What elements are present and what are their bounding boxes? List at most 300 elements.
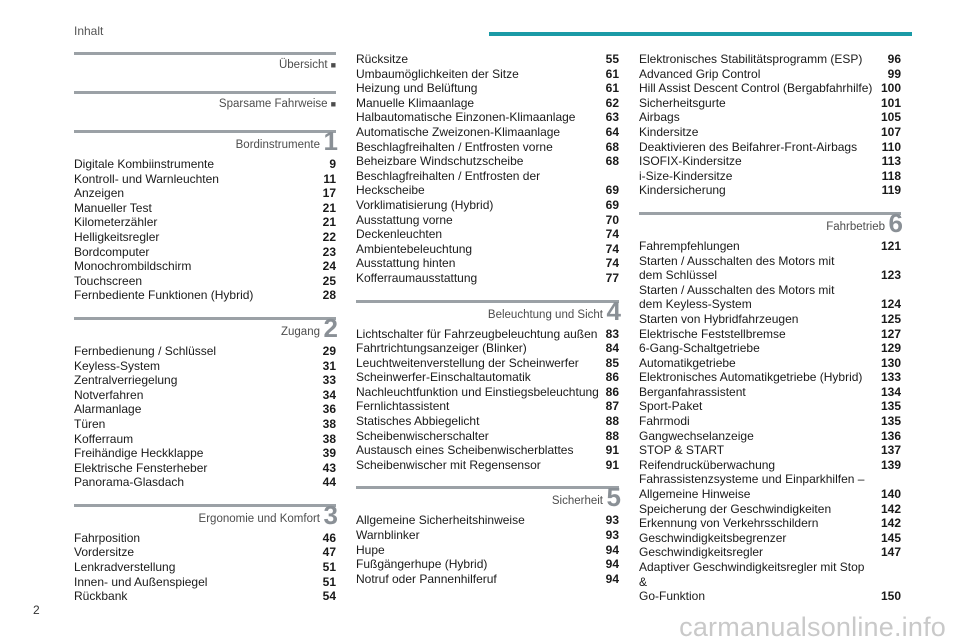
toc-entry[interactable] xyxy=(356,213,619,228)
toc-entry-label: Beschlagfreihalten / Entfrosten der Heckscheibe xyxy=(356,168,541,198)
toc-entry-page: 125 xyxy=(880,311,901,326)
toc-entry-page: 135 xyxy=(880,399,901,414)
header-accent-bar xyxy=(489,32,912,36)
toc-entry[interactable] xyxy=(356,125,619,140)
toc-entry-page: 134 xyxy=(880,384,901,399)
toc-entry-label: Helligkeitsregler xyxy=(74,229,160,244)
toc-entry[interactable] xyxy=(639,140,901,155)
section-title[interactable] xyxy=(219,98,336,110)
toc-entry[interactable] xyxy=(639,169,901,184)
toc-entry[interactable] xyxy=(639,356,901,371)
toc-entry-label: Kofferraumausstattung xyxy=(356,270,478,285)
toc-entry-page: 31 xyxy=(322,358,336,373)
section-title-text: Übersicht xyxy=(278,59,328,71)
toc-entry[interactable] xyxy=(356,52,619,67)
toc-entry-label: Kindersicherung xyxy=(639,183,726,198)
toc-entry-label: ISOFIX-Kindersitze xyxy=(639,154,742,169)
toc-entry-page: 70 xyxy=(605,212,619,227)
section-number: 3 xyxy=(323,499,338,530)
toc-entry-page: 123 xyxy=(880,268,901,283)
toc-entry[interactable] xyxy=(639,52,901,67)
toc-entry[interactable] xyxy=(639,341,901,356)
toc-entry[interactable] xyxy=(74,446,336,461)
toc-entry-page: 62 xyxy=(605,95,619,110)
toc-entry-page: 69 xyxy=(605,183,619,198)
toc-entry-page: 68 xyxy=(605,139,619,154)
toc-entry-page: 54 xyxy=(322,589,336,604)
toc-entry-page: 21 xyxy=(322,200,336,215)
toc-entry[interactable] xyxy=(639,560,901,604)
toc-entry-page: 142 xyxy=(880,501,901,516)
toc-entry-label: Airbags xyxy=(639,110,680,125)
toc-entry-page: 85 xyxy=(605,355,619,370)
toc-entry[interactable] xyxy=(356,414,619,429)
toc-entry[interactable] xyxy=(639,531,901,546)
toc-entry[interactable] xyxy=(356,227,619,242)
toc-entry-page: 94 xyxy=(605,571,619,586)
toc-entry-label: Elektronisches Stabilitätsprogramm (ESP) xyxy=(639,52,863,66)
toc-entry-page: 23 xyxy=(322,244,336,259)
toc-entry[interactable] xyxy=(74,432,336,447)
section-header xyxy=(74,499,338,530)
toc-entry-page: 139 xyxy=(880,457,901,472)
section-square-marker: ■ xyxy=(330,99,336,109)
toc-entry[interactable] xyxy=(74,274,336,289)
toc-entry[interactable] xyxy=(639,502,901,517)
toc-entry-label: Lenkradverstellung xyxy=(74,560,176,575)
toc-entry[interactable] xyxy=(639,110,901,125)
toc-entry[interactable] xyxy=(639,312,901,327)
toc-entry[interactable] xyxy=(639,443,901,458)
toc-entry[interactable] xyxy=(356,110,619,125)
toc-entry-label: Manueller Test xyxy=(74,200,152,215)
toc-entry-page: 77 xyxy=(605,270,619,285)
toc-entry-label: Austausch eines Scheibenwischerblattes xyxy=(356,443,574,458)
toc-entry[interactable] xyxy=(639,516,901,531)
toc-entry-page: 44 xyxy=(322,475,336,490)
toc-entry-label: Reifendrucküberwachung xyxy=(639,457,776,472)
toc-entry-label: Fernbedienung / Schlüssel xyxy=(74,343,217,358)
section-title-text: Bordinstrumente xyxy=(235,139,320,151)
toc-entry-label: Touchscreen xyxy=(74,273,143,288)
toc-entry-page: 21 xyxy=(322,215,336,230)
toc-entry[interactable] xyxy=(74,373,336,388)
toc-entry-label: Heizung und Belüftung xyxy=(356,81,478,96)
toc-entry-page: 46 xyxy=(322,530,336,545)
section-title-text: Zugang xyxy=(280,325,320,338)
toc-entry-page: 150 xyxy=(880,589,901,604)
toc-entry[interactable] xyxy=(639,125,901,140)
toc-entry[interactable] xyxy=(639,458,901,473)
toc-entry-list xyxy=(356,513,619,586)
toc-entry-label: Lichtschalter für Fahrzeugbeleuchtung außen xyxy=(356,326,598,341)
toc-entry[interactable] xyxy=(74,402,336,417)
toc-entry-page: 83 xyxy=(605,326,619,341)
toc-entry[interactable] xyxy=(639,154,901,169)
toc-entry-label: Anzeigen xyxy=(74,186,125,201)
toc-entry-label: Starten / Ausschalten des Motors mit dem Keyless-System xyxy=(639,282,835,312)
toc-entry-label: Deckenleuchten xyxy=(356,227,443,242)
toc-entry-page: 93 xyxy=(605,513,619,528)
toc-entry[interactable] xyxy=(639,414,901,429)
toc-entry[interactable] xyxy=(74,288,336,303)
toc-column-1 xyxy=(74,52,336,618)
section-title-text: Sicherheit xyxy=(551,495,603,508)
toc-entry-page: 93 xyxy=(605,528,619,543)
toc-entry-page: 36 xyxy=(322,402,336,417)
toc-entry-page: 105 xyxy=(880,110,901,125)
section-header xyxy=(74,312,338,343)
toc-entry-label: Automatische Zweizonen-Klimaanlage xyxy=(356,124,561,139)
toc-entry-label: Türen xyxy=(74,416,106,431)
toc-entry-label: Freihändige Heckklappe xyxy=(74,446,204,461)
section-title[interactable] xyxy=(281,326,320,338)
toc-entry-page: 135 xyxy=(880,414,901,429)
toc-entry-page: 68 xyxy=(605,154,619,169)
toc-entry-page: 29 xyxy=(322,343,336,358)
toc-entry-label: Statisches Abbiegelicht xyxy=(356,414,480,429)
toc-entry[interactable] xyxy=(356,242,619,257)
toc-entry-label: Bordcomputer xyxy=(74,244,150,259)
toc-entry[interactable] xyxy=(356,140,619,155)
toc-entry-label: Kontroll- und Warnleuchten xyxy=(74,171,219,186)
toc-entry-page: 84 xyxy=(605,341,619,356)
toc-entry-label: Rückbank xyxy=(74,589,128,604)
section-number: 5 xyxy=(606,482,621,513)
toc-entry[interactable] xyxy=(356,327,619,342)
toc-entry-label: Umbaumöglichkeiten der Sitze xyxy=(356,66,519,81)
section-title-text: Beleuchtung und Sicht xyxy=(487,308,603,321)
page-number: 2 xyxy=(33,603,40,617)
toc-entry-label: Allgemeine Sicherheitshinweise xyxy=(356,513,525,528)
toc-column-3 xyxy=(639,52,901,618)
toc-entry-label: Keyless-System xyxy=(74,358,161,373)
toc-entry-label: Digitale Kombiinstrumente xyxy=(74,157,215,171)
section-number: 6 xyxy=(888,207,903,238)
toc-entry-page: 88 xyxy=(605,428,619,443)
toc-entry-label: STOP & START xyxy=(639,443,725,458)
toc-entry-label: Fahrempfehlungen xyxy=(639,238,740,253)
toc-entry-label: Fernlichtassistent xyxy=(356,399,450,414)
toc-entry-label: Adaptiver Geschwindigkeitsregler mit Stop & Go-Funktion xyxy=(639,560,865,604)
toc-entry[interactable] xyxy=(356,543,619,558)
toc-entry[interactable] xyxy=(356,198,619,213)
toc-entry[interactable] xyxy=(74,531,336,546)
toc-entry[interactable] xyxy=(74,545,336,560)
toc-entry[interactable] xyxy=(639,385,901,400)
toc-entry-page: 51 xyxy=(322,560,336,575)
toc-entry-label: Sicherheitsgurte xyxy=(639,95,726,110)
toc-entry-page: 110 xyxy=(881,139,901,154)
toc-entry[interactable] xyxy=(639,96,901,111)
toc-entry-label: Zentralverriegelung xyxy=(74,373,178,388)
toc-entry-page: 100 xyxy=(880,81,901,96)
page-header-title: Inhalt xyxy=(74,24,104,38)
toc-entry-page: 94 xyxy=(605,542,619,557)
toc-entry-label: Ausstattung vorne xyxy=(356,212,453,227)
toc-entry-page: 87 xyxy=(605,399,619,414)
toc-entry-label: 6-Gang-Schaltgetriebe xyxy=(639,341,760,356)
toc-entry-label: i-Size-Kindersitze xyxy=(639,168,733,183)
toc-entry-page: 69 xyxy=(605,197,619,212)
toc-entry[interactable] xyxy=(74,417,336,432)
toc-entry-page: 38 xyxy=(322,431,336,446)
toc-entry-label: Fernbediente Funktionen (Hybrid) xyxy=(74,288,254,303)
toc-entry[interactable] xyxy=(356,443,619,458)
toc-entry-page: 9 xyxy=(329,157,336,171)
toc-entry[interactable] xyxy=(74,560,336,575)
toc-entry-label: Erkennung von Verkehrsschildern xyxy=(639,516,819,531)
section-title-text: Fahrbetrieb xyxy=(826,220,885,233)
section-title[interactable] xyxy=(199,513,320,525)
toc-entry[interactable] xyxy=(356,557,619,572)
toc-entry-label: Elektrische Fensterheber xyxy=(74,460,208,475)
toc-entry-page: 74 xyxy=(605,256,619,271)
toc-entry[interactable] xyxy=(356,399,619,414)
toc-entry-page: 33 xyxy=(322,373,336,388)
toc-entry[interactable] xyxy=(356,370,619,385)
toc-entry-label: Monochrombildschirm xyxy=(74,259,192,274)
toc-entry-label: Rücksitze xyxy=(356,52,409,66)
toc-entry-list xyxy=(74,531,336,604)
toc-entry-page: 91 xyxy=(605,443,619,458)
toc-entry-label: Notverfahren xyxy=(74,387,144,402)
toc-entry-page: 51 xyxy=(322,574,336,589)
toc-entry-page: 145 xyxy=(880,530,901,545)
toc-entry-label: Fahrassistenzsysteme und Einparkhilfen – Allgemeine Hinweise xyxy=(639,472,865,502)
toc-entry[interactable] xyxy=(74,388,336,403)
toc-entry-label: Alarmanlage xyxy=(74,402,142,417)
toc-entry-label: Manuelle Klimaanlage xyxy=(356,95,475,110)
toc-entry-page: 17 xyxy=(322,186,336,201)
toc-entry-page: 137 xyxy=(880,443,901,458)
toc-entry-label: Hill Assist Descent Control (Bergabfahrhilfe) xyxy=(639,81,873,96)
toc-entry-page: 63 xyxy=(605,110,619,125)
toc-entry[interactable] xyxy=(639,545,901,560)
toc-entry-page: 113 xyxy=(881,154,901,169)
toc-entry-label: Speicherung der Geschwindigkeiten xyxy=(639,501,832,516)
toc-entry[interactable] xyxy=(74,201,336,216)
toc-entry-page: 94 xyxy=(605,557,619,572)
toc-entry[interactable] xyxy=(74,589,336,604)
section-header xyxy=(74,91,336,116)
toc-entry-page: 101 xyxy=(880,95,901,110)
toc-entry-label: Vorklimatisierung (Hybrid) xyxy=(356,197,494,212)
toc-entry[interactable] xyxy=(356,341,619,356)
toc-entry-label: Automatikgetriebe xyxy=(639,355,736,370)
toc-entry-page: 86 xyxy=(605,370,619,385)
toc-entry-label: Deaktivieren des Beifahrer-Front-Airbags xyxy=(639,139,858,154)
toc-entry-page: 136 xyxy=(880,428,901,443)
toc-entry-label: Notruf oder Pannenhilferuf xyxy=(356,571,497,586)
toc-entry-page: 91 xyxy=(605,457,619,472)
section-number: 1 xyxy=(323,126,338,156)
toc-entry[interactable] xyxy=(356,96,619,111)
toc-entry[interactable] xyxy=(356,169,619,198)
section-header xyxy=(639,207,903,238)
toc-entry-label: Kofferraum xyxy=(74,431,134,446)
toc-entry[interactable] xyxy=(639,283,901,312)
section-title-text: Ergonomie und Komfort xyxy=(198,512,320,525)
toc-entry[interactable] xyxy=(74,245,336,260)
toc-entry-label: Fahrmodi xyxy=(639,414,690,429)
toc-entry-label: Innen- und Außenspiegel xyxy=(74,574,208,589)
toc-entry-list xyxy=(356,52,619,286)
toc-entry[interactable] xyxy=(74,215,336,230)
toc-entry-label: Scheinwerfer-Einschaltautomatik xyxy=(356,370,531,385)
toc-entry[interactable] xyxy=(639,370,901,385)
toc-entry-page: 55 xyxy=(605,52,619,66)
toc-entry-page: 129 xyxy=(880,341,901,356)
toc-entry-page: 88 xyxy=(605,414,619,429)
toc-entry-label: Halbautomatische Einzonen-Klimaanlage xyxy=(356,110,576,125)
toc-entry-page: 121 xyxy=(880,238,901,253)
toc-entry-label: Geschwindigkeitsbegrenzer xyxy=(639,530,787,545)
toc-entry[interactable] xyxy=(639,81,901,96)
toc-entry[interactable] xyxy=(639,254,901,283)
toc-entry-page: 99 xyxy=(887,66,901,81)
toc-entry[interactable] xyxy=(74,359,336,374)
section-title[interactable] xyxy=(279,59,336,71)
section-spacer xyxy=(74,79,336,91)
toc-entry[interactable] xyxy=(74,157,336,172)
toc-entry[interactable] xyxy=(356,256,619,271)
toc-entry[interactable] xyxy=(74,475,336,490)
toc-entry-list xyxy=(639,52,901,198)
toc-entry-label: Starten von Hybridfahrzeugen xyxy=(639,311,799,326)
toc-entry-page: 64 xyxy=(605,124,619,139)
section-square-marker: ■ xyxy=(330,60,336,70)
section-number: 4 xyxy=(606,295,621,326)
toc-entry[interactable] xyxy=(356,271,619,286)
toc-entry-label: Fahrposition xyxy=(74,530,141,545)
toc-entry-label: Ausstattung hinten xyxy=(356,256,456,271)
toc-entry[interactable] xyxy=(639,429,901,444)
toc-entry-label: Beheizbare Windschutzscheibe xyxy=(356,154,524,169)
toc-entry-label: Leuchtweitenverstellung der Scheinwerfer xyxy=(356,355,579,370)
toc-entry-label: Scheibenwischerschalter xyxy=(356,428,489,443)
toc-entry-page: 11 xyxy=(323,171,336,186)
toc-entry-page: 25 xyxy=(322,273,336,288)
toc-entry-page: 142 xyxy=(880,516,901,531)
section-title[interactable] xyxy=(488,309,603,321)
toc-entry-label: Fahrtrichtungsanzeiger (Blinker) xyxy=(356,341,527,356)
toc-entry-page: 86 xyxy=(605,384,619,399)
toc-entry-label: Nachleuchtfunktion und Einstiegsbeleuchtung xyxy=(356,384,599,399)
toc-entry-page: 22 xyxy=(322,229,336,244)
toc-entry[interactable] xyxy=(74,461,336,476)
toc-entry[interactable] xyxy=(356,458,619,473)
toc-entry[interactable] xyxy=(356,67,619,82)
watermark: carmanualsonline.info xyxy=(679,612,946,642)
toc-entry[interactable] xyxy=(356,528,619,543)
toc-entry-page: 34 xyxy=(322,387,336,402)
toc-entry[interactable] xyxy=(639,67,901,82)
toc-column-2 xyxy=(356,52,619,600)
toc-entry-label: Elektrische Feststellbremse xyxy=(639,326,786,341)
toc-entry[interactable] xyxy=(639,239,901,254)
toc-entry-page: 43 xyxy=(322,460,336,475)
toc-entry-page: 74 xyxy=(605,227,619,242)
toc-entry-label: Panorama-Glasdach xyxy=(74,475,185,490)
toc-entry[interactable] xyxy=(74,575,336,590)
toc-entry-page: 74 xyxy=(605,241,619,256)
toc-entry-page: 118 xyxy=(881,168,901,183)
toc-entry-label: Kilometerzähler xyxy=(74,215,158,230)
toc-entry-page: 107 xyxy=(880,124,901,139)
section-title[interactable] xyxy=(826,221,885,233)
toc-entry-label: Advanced Grip Control xyxy=(639,66,761,81)
toc-entry-page: 47 xyxy=(322,545,336,560)
toc-entry-page: 147 xyxy=(880,545,901,560)
toc-entry-label: Elektronisches Automatikgetriebe (Hybrid) xyxy=(639,370,863,385)
toc-entry[interactable] xyxy=(74,230,336,245)
toc-entry-label: Beschlagfreihalten / Entfrosten vorne xyxy=(356,139,553,154)
toc-entry-page: 127 xyxy=(880,326,901,341)
section-header xyxy=(74,126,338,156)
toc-entry[interactable] xyxy=(639,183,901,198)
toc-entry[interactable] xyxy=(356,429,619,444)
toc-entry-label: Fußgängerhupe (Hybrid) xyxy=(356,557,488,572)
toc-entry-label: Vordersitze xyxy=(74,545,135,560)
toc-entry-page: 124 xyxy=(880,297,901,312)
toc-entry-label: Warnblinker xyxy=(356,528,420,543)
toc-entry[interactable] xyxy=(74,186,336,201)
section-header xyxy=(356,295,621,326)
toc-entry-page: 133 xyxy=(880,370,901,385)
toc-entry[interactable] xyxy=(356,513,619,528)
toc-entry-page: 24 xyxy=(322,259,336,274)
toc-entry[interactable] xyxy=(639,472,901,501)
toc-entry-page: 61 xyxy=(605,66,619,81)
section-spacer xyxy=(74,118,336,130)
toc-entry-page: 61 xyxy=(605,81,619,96)
toc-entry-page: 140 xyxy=(880,487,901,502)
toc-entry[interactable] xyxy=(74,259,336,274)
toc-entry-label: Scheibenwischer mit Regensensor xyxy=(356,457,541,472)
toc-entry-list xyxy=(74,157,336,303)
toc-entry-page: 38 xyxy=(322,416,336,431)
toc-entry-list xyxy=(356,327,619,473)
toc-entry-label: Hupe xyxy=(356,542,385,557)
toc-entry-label: Geschwindigkeitsregler xyxy=(639,545,764,560)
section-title[interactable] xyxy=(552,495,603,507)
toc-entry[interactable] xyxy=(639,327,901,342)
section-title[interactable] xyxy=(236,139,320,151)
toc-entry[interactable] xyxy=(356,385,619,400)
toc-entry[interactable] xyxy=(356,154,619,169)
toc-entry-list xyxy=(639,239,901,604)
toc-entry[interactable] xyxy=(356,81,619,96)
toc-entry-label: Ambientebeleuchtung xyxy=(356,241,473,256)
toc-entry-label: Berganfahrassistent xyxy=(639,384,746,399)
toc-entry-page: 96 xyxy=(887,52,901,66)
toc-entry-page: 39 xyxy=(322,446,336,461)
toc-entry[interactable] xyxy=(356,356,619,371)
toc-entry-page: 119 xyxy=(881,183,901,198)
toc-entry[interactable] xyxy=(356,572,619,587)
toc-entry-label: Kindersitze xyxy=(639,124,699,139)
toc-entry-page: 28 xyxy=(322,288,336,303)
toc-entry[interactable] xyxy=(74,172,336,187)
toc-entry-label: Sport-Paket xyxy=(639,399,703,414)
section-header xyxy=(74,52,336,77)
toc-entry-label: Gangwechselanzeige xyxy=(639,428,754,443)
section-title-text: Sparsame Fahrweise xyxy=(218,98,328,110)
toc-entry[interactable] xyxy=(74,344,336,359)
toc-entry-page: 130 xyxy=(880,355,901,370)
toc-entry[interactable] xyxy=(639,399,901,414)
